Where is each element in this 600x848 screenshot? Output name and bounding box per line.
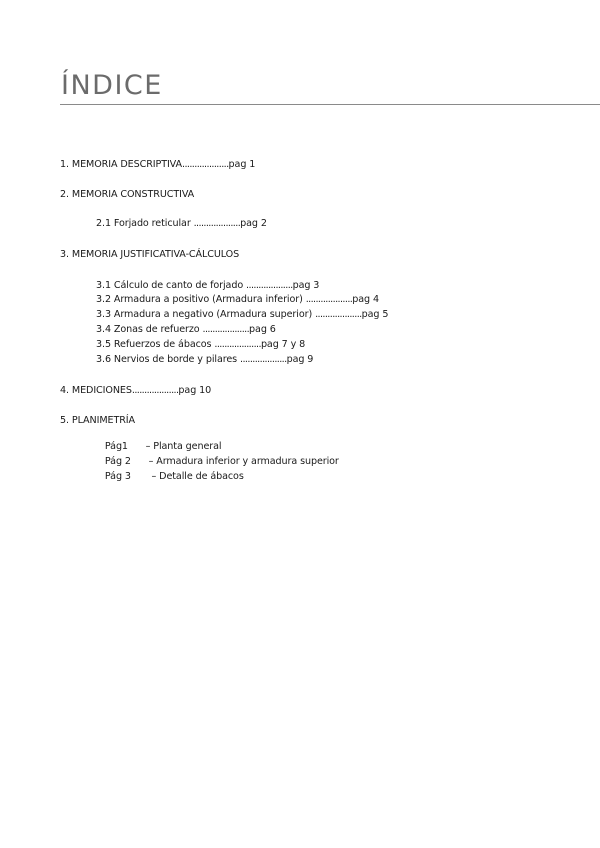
toc-entry (96, 309, 388, 320)
toc-section-heading: 2. MEMORIA CONSTRUCTIVA (60, 189, 195, 200)
toc-leader-dots: ................... (246, 280, 293, 291)
toc-plan-item: Pág1 – Planta general (104, 441, 222, 452)
toc-entry-label: 2.1 Forjado reticular (96, 218, 194, 229)
toc-page-ref: pag 5 (361, 309, 389, 320)
toc-entry (60, 249, 239, 260)
toc-leader-dots: ................... (240, 354, 287, 365)
toc-page-ref: pag 4 (352, 294, 379, 305)
toc-entry-label: 3.5 Refuerzos de ábacos (96, 339, 215, 350)
toc-page-ref: pag 1 (228, 159, 256, 170)
toc-entry (96, 324, 276, 335)
toc-leader-dots: ................... (214, 339, 261, 350)
toc-entry-label: 3.1 Cálculo de canto de forjado (96, 280, 247, 291)
toc-entry (96, 354, 313, 365)
toc-entry (99, 460, 244, 482)
toc-page-ref: pag 7 y 8 (260, 339, 306, 350)
toc-leader-dots: ................... (193, 218, 241, 229)
toc-plan-item: Pág 2 – Armadura inferior y armadura superior (104, 456, 339, 467)
title-divider (60, 104, 600, 105)
toc-entry (60, 385, 211, 396)
toc-entry (60, 189, 194, 200)
toc-page-ref: pag 3 (292, 280, 320, 291)
toc-leader-dots: ................... (131, 385, 179, 396)
toc-entry-label: 1. MEMORIA DESCRIPTIVA (60, 159, 182, 170)
toc-leader-dots: ................... (305, 294, 353, 305)
toc-leader-dots: ................... (202, 324, 250, 335)
toc-plan-item: Pág 3 – Detalle de ábacos (104, 471, 244, 482)
toc-leader-dots: ................... (315, 309, 362, 320)
toc-entry-label: 3.6 Nervios de borde y pilares (96, 354, 241, 365)
toc-entry-label: 3.2 Armadura a positivo (Armadura inferior) (96, 294, 306, 305)
toc-leader-dots: ................... (182, 159, 229, 170)
toc-entry (96, 280, 319, 291)
page-title: ÍNDICE (61, 70, 163, 101)
toc-entry (96, 294, 379, 305)
toc-section-heading: 5. PLANIMETRÍA (60, 415, 135, 426)
toc-entry (60, 159, 255, 170)
toc-section-heading: 3. MEMORIA JUSTIFICATIVA-CÁLCULOS (60, 249, 240, 260)
toc-entry (96, 339, 305, 350)
toc-entry (96, 218, 267, 229)
toc-entry-label: 3.3 Armadura a negativo (Armadura superior) (96, 309, 316, 320)
toc-entry-label: 3.4 Zonas de refuerzo (96, 324, 203, 335)
toc-page-ref: pag 6 (249, 324, 276, 335)
toc-page-ref: pag 10 (178, 385, 212, 396)
toc-page-ref: pag 2 (240, 218, 267, 229)
toc-page-ref: pag 9 (286, 354, 314, 365)
toc-entry-label: 4. MEDICIONES (60, 385, 132, 396)
toc-entry (60, 415, 135, 426)
